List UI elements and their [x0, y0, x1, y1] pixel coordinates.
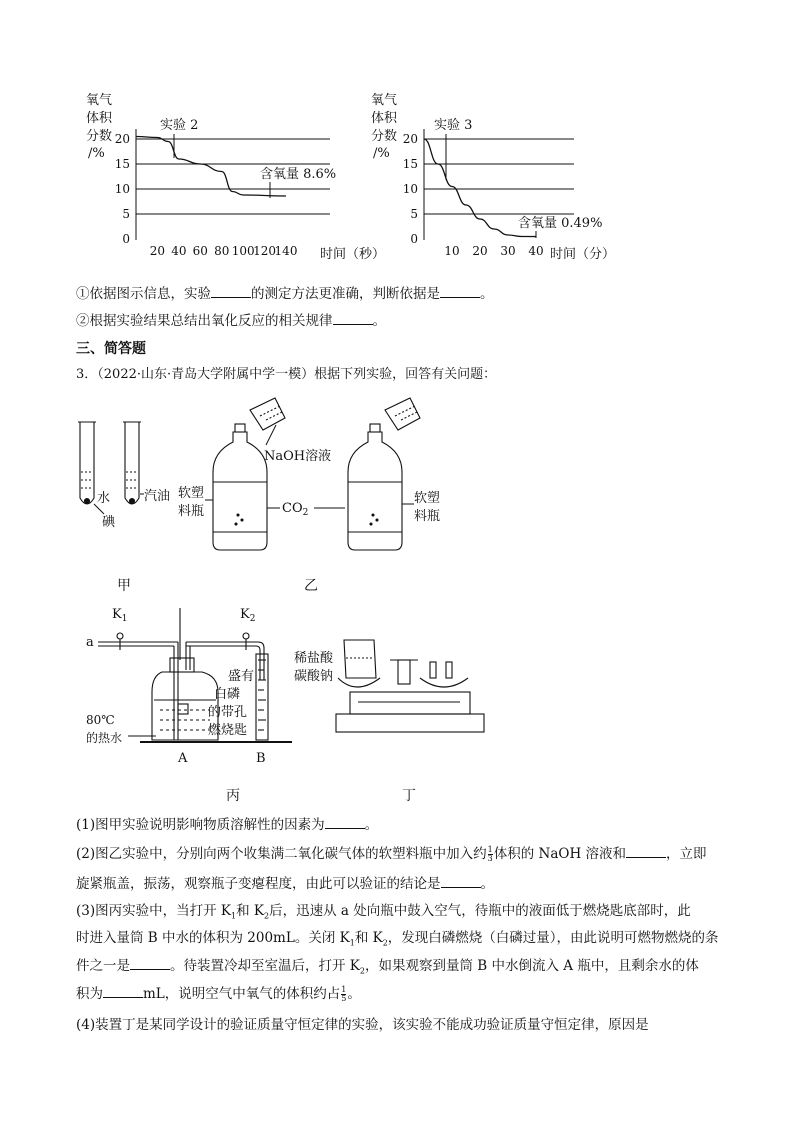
label-a: a: [86, 635, 94, 650]
svg-text:体积: 体积: [371, 111, 398, 126]
paragraph-4: [76, 1015, 649, 1035]
question-1a-text-mid: 的测定方法更准确，判断依据是: [251, 286, 440, 302]
question-1b: [76, 310, 386, 331]
label-soft-plastic-bottle-right: 软塑: [414, 491, 441, 506]
caption-yi: 乙: [304, 578, 318, 594]
c1-y-tick: 15: [114, 157, 130, 171]
section-title: 三、简答题: [76, 341, 146, 357]
c1-x-tick: 60: [192, 244, 208, 258]
svg-text:氧气: 氧气: [86, 93, 113, 108]
answer-blank[interactable]: [333, 310, 373, 325]
c1-x-tick: 20: [149, 244, 166, 258]
label-contents-3: 的带孔: [208, 705, 248, 720]
label-hot-water: 80℃: [86, 713, 115, 727]
svg-text:分数: 分数: [371, 129, 398, 144]
c2-y-tick: 0: [410, 232, 418, 246]
test-tube-water: [78, 422, 96, 504]
punct: 。: [480, 876, 494, 892]
p3-text: 。待装置冷却至室温后，打开 K: [170, 958, 360, 974]
c1-y-tick: 0: [122, 232, 130, 246]
label-gasoline: 汽油: [144, 489, 171, 504]
fraction-one-fifth: [341, 986, 346, 1003]
label-dilute-hcl: 稀盐酸: [294, 651, 334, 666]
chart1-x-title: 时间（秒）: [320, 247, 386, 262]
frac-den: 3: [487, 854, 493, 863]
label-k1: $K_1$: [112, 607, 128, 624]
paragraph-3-line-3: [76, 955, 699, 982]
label-soft-plastic-bottle: 软塑: [178, 486, 205, 501]
chart2-x-tick-labels: [444, 244, 543, 258]
question-3-intro: 3．（2022·山东·青岛大学附属中学一模）根据下列实验，回答有关问题：: [76, 367, 497, 382]
p1-text: (1)图甲实验说明影响物质溶解性的因素为: [76, 817, 325, 833]
p3-text: 件之一是: [76, 958, 130, 974]
label-soft-plastic-bottle-2: 料瓶: [178, 504, 205, 519]
answer-blank[interactable]: [130, 955, 170, 970]
chart2-annotation-experiment: 实验 3: [434, 118, 473, 133]
chart2-y-title: [371, 93, 398, 161]
c1-x-tick: 40: [171, 244, 187, 258]
answer-blank[interactable]: [626, 843, 666, 858]
p3-text: 积为: [76, 986, 103, 1002]
c2-x-tick: 10: [444, 244, 460, 258]
caption-jia: 甲: [117, 578, 131, 594]
p4-text: (4)装置丁是某同学设计的验证质量守恒定律的实验，该实验不能成功验证质量守恒定律，原因是: [76, 1017, 649, 1033]
punct: 。: [364, 817, 379, 833]
chart2-x-title: 时间（分）: [550, 247, 616, 262]
c2-y-tick: 15: [402, 157, 418, 171]
p3-text: 和 K: [354, 930, 383, 946]
chart1-y-title: [86, 93, 113, 161]
paragraph-3-line-1: [76, 901, 691, 927]
question-1b-text: ②根据实验结果总结出氧化反应的相关规律: [76, 313, 333, 329]
p3-text: 和 K: [236, 903, 264, 919]
balance-ding: [336, 640, 484, 732]
caption-ding: 丁: [402, 788, 416, 804]
p2-text-c: ，立即: [666, 846, 707, 862]
punct: 。: [372, 313, 386, 329]
test-tube-gasoline: [123, 422, 141, 504]
frac-num: 1: [487, 845, 493, 854]
c2-y-tick: 20: [402, 132, 418, 146]
label-water: 水: [97, 491, 111, 506]
fraction-one-third: [488, 846, 493, 863]
sub: 2: [359, 966, 365, 976]
paragraph-2-line-2: [76, 873, 494, 894]
p3-text: 后，迅速从 a 处向瓶中鼓入空气，待瓶中的液面低于燃烧匙底部时，此: [269, 903, 691, 919]
c2-x-tick: 20: [472, 244, 488, 258]
c1-x-tick: 80: [214, 244, 230, 258]
paragraph-2-line-1: [76, 843, 707, 864]
label-naoh-solution: NaOH溶液: [264, 449, 332, 464]
sub: 2: [263, 911, 270, 921]
punct: 。: [480, 286, 494, 302]
question-1a: [76, 283, 494, 304]
c1-x-tick: 100: [231, 244, 255, 258]
chart-experiment-2: [80, 86, 386, 266]
p2-text-d: 旋紧瓶盖，振荡，观察瓶子变瘪程度，由此可以验证的结论是: [76, 876, 441, 892]
punct: 。: [347, 986, 361, 1002]
plastic-bottle-right: [348, 424, 402, 550]
p2-text: (2)图乙实验中，分别向两个收集满二氧化碳气体的软塑料瓶中加入约: [76, 846, 487, 862]
beaker-pouring-right: [385, 398, 420, 430]
label-k2: $K_2$: [240, 607, 256, 624]
svg-text:/%: /%: [88, 146, 105, 161]
answer-blank[interactable]: [103, 983, 143, 998]
c2-x-tick: 40: [528, 244, 544, 258]
chart1-y-tick-labels: [115, 132, 130, 246]
answer-blank[interactable]: [440, 283, 480, 298]
label-iodine: 碘: [102, 515, 116, 530]
frac-num: 1: [341, 985, 347, 994]
svg-text:/%: /%: [373, 146, 390, 161]
c1-y-tick: 10: [114, 182, 130, 196]
label-B: B: [256, 751, 266, 766]
chart2-y-tick-labels: [403, 132, 418, 246]
frac-den: 5: [341, 994, 347, 1003]
svg-text:氧气: 氧气: [371, 93, 398, 108]
sub: 2: [382, 938, 388, 948]
label-sodium-carbonate: 碳酸钠: [294, 669, 334, 684]
c2-y-tick: 5: [410, 207, 418, 221]
figure-jia-yi: [70, 390, 470, 600]
apparatus-bing: [98, 608, 292, 742]
label-soft-plastic-bottle-right-2: 料瓶: [414, 509, 441, 524]
plastic-bottle-left: [213, 424, 267, 550]
chart2-annotation-oxygen: 含氧量 0.49%: [518, 216, 603, 231]
svg-text:体积: 体积: [86, 111, 113, 126]
svg-text:分数: 分数: [86, 129, 113, 144]
chart1-x-tick-labels: [150, 244, 298, 258]
chart-experiment-3: [368, 86, 638, 266]
paragraph-1: [76, 814, 378, 835]
chart1-gridlines: [136, 129, 330, 240]
label-contents: 盛有: [228, 669, 255, 684]
figure-bing-ding: [80, 600, 500, 810]
sub: 1: [231, 911, 237, 921]
p3-text: (3)图丙实验中，当打开 K: [76, 903, 231, 919]
beaker-pouring-left: [250, 398, 285, 430]
answer-blank[interactable]: [325, 814, 365, 829]
c1-x-tick: 120: [253, 244, 277, 258]
paragraph-3-line-2: [76, 928, 719, 954]
chart1-annotation-oxygen: 含氧量 8.6%: [260, 167, 337, 182]
answer-blank[interactable]: [441, 873, 481, 888]
c1-x-tick: 140: [274, 244, 298, 258]
c1-y-tick: 20: [114, 132, 130, 146]
c1-y-tick: 5: [122, 207, 130, 221]
p3-text: mL，说明空气中氧气的体积约占: [143, 986, 341, 1002]
question-1a-text: ①依据图示信息，实验: [76, 286, 211, 302]
answer-blank[interactable]: [211, 283, 251, 298]
caption-bing: 丙: [226, 788, 240, 804]
chart1-annotation-experiment: 实验 2: [160, 118, 199, 133]
p3-text: 时进入量筒 B 中水的体积为 200mL。关闭 K: [76, 930, 350, 946]
c2-y-tick: 10: [402, 182, 418, 196]
sub: 1: [349, 938, 355, 948]
label-hot-water-2: 的热水: [86, 731, 123, 745]
p3-text: ，发现白磷燃烧（白磷过量），由此说明可燃物燃烧的条: [387, 930, 719, 946]
label-co2: $CO_2$: [282, 501, 309, 518]
paragraph-3-line-4: [76, 983, 361, 1004]
c2-x-tick: 30: [500, 244, 516, 258]
label-contents-4: 燃烧匙: [208, 723, 248, 738]
p3-text: ，如果观察到量筒 B 中水倒流入 A 瓶中，且剩余水的体: [364, 958, 699, 974]
label-contents-2: 白磷: [214, 687, 241, 702]
label-A: A: [178, 751, 188, 766]
p2-text-b: 体积的 NaOH 溶液和: [493, 846, 627, 862]
